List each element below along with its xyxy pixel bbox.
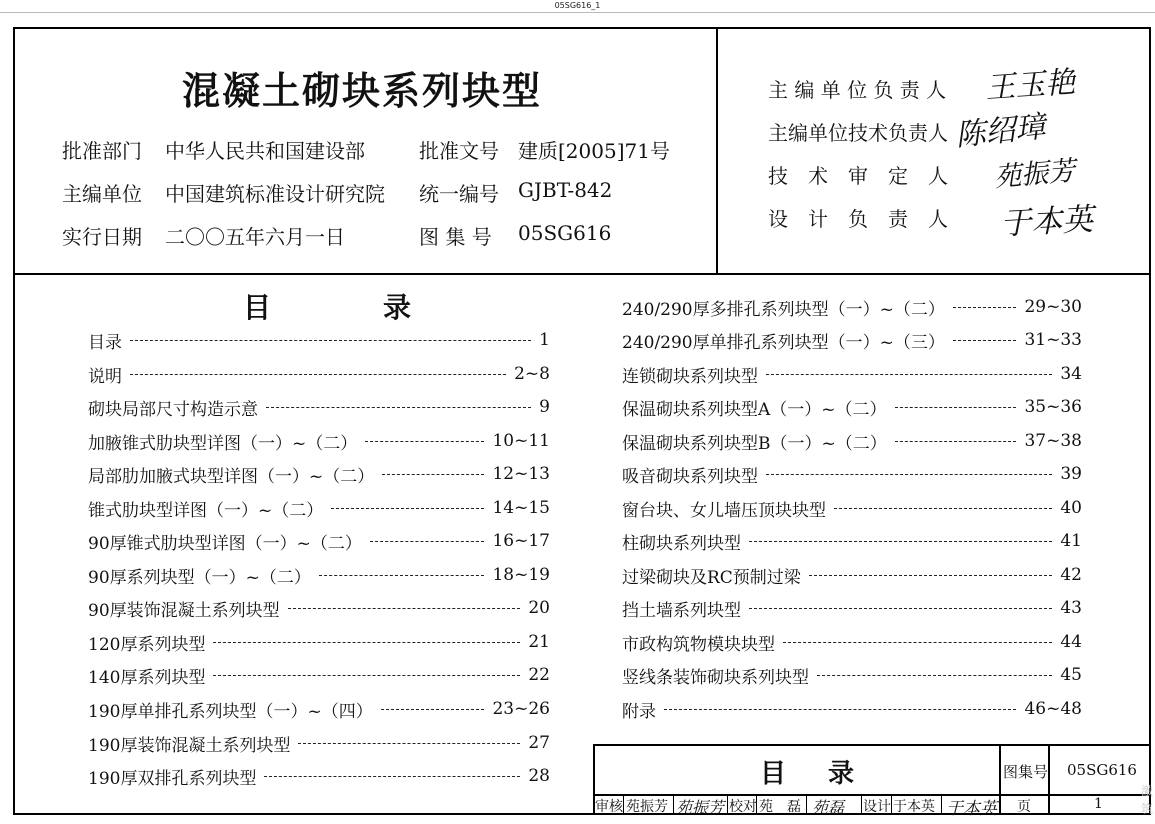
check-label: 校对	[729, 799, 757, 815]
toc-entry-label: 190厚装饰混凝土系列块型	[88, 735, 291, 756]
toc-entry-page: 2~8	[514, 364, 550, 384]
toc-entry-page: 35~36	[1024, 397, 1082, 417]
toc-entry[interactable]	[622, 295, 1082, 319]
title-block-rule	[673, 794, 674, 815]
toc-entry[interactable]	[88, 596, 550, 620]
toc-entry-label: 140厚系列块型	[88, 667, 206, 688]
meta-value: GJBT-842	[518, 178, 613, 202]
leader-dashes	[895, 441, 1017, 442]
toc-entry-label: 竖线条装饰砌块系列块型	[622, 667, 809, 688]
signature: 于本英	[999, 201, 1095, 243]
leader-dashes	[809, 575, 1053, 576]
toc-entry-label: 过梁砌块及RC预制过梁	[622, 567, 801, 588]
leader-dashes	[370, 541, 485, 542]
toc-entry-label: 挡土墙系列块型	[622, 600, 741, 621]
toc-entry-page: 37~38	[1024, 431, 1082, 451]
toc-entry-label: 190厚双排孔系列块型	[88, 768, 257, 789]
toc-entry-label: 窗台块、女儿墙压顶块块型	[622, 500, 826, 521]
title-block-rule	[1048, 744, 1050, 815]
leader-dashes	[213, 675, 520, 676]
toc-entry-page: 23~26	[492, 699, 550, 719]
toc-entry-page: 10~11	[492, 431, 550, 451]
responsible-role: 设 计 负 责 人	[768, 207, 948, 231]
toc-entry-page: 44	[1060, 632, 1082, 652]
toc-entry[interactable]	[622, 462, 1082, 486]
toc-entry-page: 21	[528, 632, 550, 652]
leader-dashes	[381, 709, 485, 710]
toc-entry[interactable]	[622, 596, 1082, 620]
toc-entry-label: 190厚单排孔系列块型（一）~（四）	[88, 701, 373, 722]
toc-entry-page: 28	[528, 766, 550, 786]
toc-entry-label: 市政构筑物模块块型	[622, 634, 775, 655]
atlas-number: 05SG616	[1067, 761, 1137, 779]
toc-entry-page: 34	[1060, 364, 1082, 384]
reviewer-signature: 苑振芳	[676, 798, 725, 817]
title-block-rule	[861, 794, 862, 815]
page-label: 页	[1017, 799, 1031, 815]
toc-entry-label: 柱砌块系列块型	[622, 533, 741, 554]
responsible-role: 技 术 审 定 人	[768, 164, 948, 188]
checker-name: 苑 磊	[759, 799, 801, 815]
meta-value: 05SG616	[518, 221, 612, 245]
toc-entry[interactable]	[622, 429, 1082, 453]
toc-entry-page: 27	[528, 733, 550, 753]
toc-entry-page: 16~17	[492, 531, 550, 551]
leader-dashes	[266, 407, 531, 408]
toc-entry[interactable]	[88, 563, 550, 587]
leader-dashes	[783, 642, 1052, 643]
watermark: 激	[1140, 784, 1153, 798]
designer-signature: 于本英	[946, 799, 997, 819]
title-block-rule	[891, 794, 892, 815]
header-column-divider	[716, 27, 718, 275]
leader-dashes	[749, 608, 1052, 609]
meta-key: 统一编号	[419, 182, 499, 206]
toc-entry-label: 局部肋加腋式块型详图（一）~（二）	[88, 466, 375, 487]
toc-entry-label: 说明	[88, 366, 122, 387]
toc-entry[interactable]	[622, 529, 1082, 553]
toc-entry-page: 41	[1060, 531, 1082, 551]
toc-entry-label: 连锁砌块系列块型	[622, 366, 758, 387]
toc-entry[interactable]	[622, 362, 1082, 386]
leader-dashes	[288, 608, 521, 609]
toc-entry-page: 22	[528, 665, 550, 685]
toc-entry-label: 240/290厚单排孔系列块型（一）~（三）	[622, 332, 945, 353]
toc-entry-page: 40	[1060, 498, 1082, 518]
toc-entry[interactable]	[88, 328, 550, 352]
checker-signature: 苑磊	[812, 798, 845, 817]
leader-dashes	[264, 776, 520, 777]
toc-entry-page: 12~13	[492, 464, 550, 484]
toc-entry[interactable]	[88, 362, 550, 386]
toc-entry-page: 46~48	[1024, 699, 1082, 719]
toc-entry[interactable]	[88, 462, 550, 486]
toc-entry[interactable]	[88, 731, 550, 755]
atlas-label: 图集号	[1003, 763, 1049, 781]
meta-key: 批准部门	[62, 139, 142, 163]
title-block-rule	[727, 794, 728, 815]
meta-value: 二〇〇五年六月一日	[165, 225, 345, 249]
toc-entry-label: 目录	[88, 332, 122, 353]
leader-dashes	[749, 541, 1052, 542]
toc-entry[interactable]	[88, 496, 550, 520]
toc-entry-label: 附录	[622, 701, 656, 722]
leader-dashes	[953, 340, 1017, 341]
title-block-rule	[999, 744, 1001, 815]
title-block-rule	[941, 794, 942, 815]
toc-title: 目 录	[243, 291, 412, 324]
meta-key: 批准文号	[419, 139, 499, 163]
page-number: 1	[1094, 796, 1103, 812]
toc-entry-label: 90厚系列块型（一）~（二）	[88, 567, 311, 588]
leader-dashes	[766, 474, 1052, 475]
toc-entry[interactable]	[622, 328, 1082, 352]
leader-dashes	[834, 508, 1052, 509]
title-block-title: 目录	[760, 759, 897, 789]
toc-entry-page: 42	[1060, 565, 1082, 585]
leader-dashes	[664, 709, 1016, 710]
toc-entry-page: 14~15	[492, 498, 550, 518]
leader-dashes	[382, 474, 484, 475]
meta-value: 建质[2005]71号	[518, 139, 670, 163]
title-divider	[0, 12, 1155, 13]
toc-entry[interactable]	[622, 563, 1082, 587]
designer-name: 于本英	[893, 799, 935, 815]
signature: 陈绍璋	[953, 109, 1047, 154]
signature: 王玉艳	[984, 64, 1077, 107]
toc-entry-label: 吸音砌块系列块型	[622, 466, 758, 487]
window-title: 05SG616_1	[554, 1, 601, 10]
toc-entry[interactable]	[622, 395, 1082, 419]
toc-entry-label: 保温砌块系列块型B（一）~（二）	[622, 433, 887, 454]
toc-entry-page: 43	[1060, 598, 1082, 618]
signature: 苑振芳	[993, 155, 1077, 194]
review-label: 审核	[595, 799, 623, 815]
toc-entry-label: 锥式肋块型详图（一）~（二）	[88, 500, 324, 521]
responsible-role: 主 编 单 位 负 责 人	[768, 78, 947, 102]
leader-dashes	[365, 441, 484, 442]
toc-entry-page: 45	[1060, 665, 1082, 685]
toc-entry[interactable]	[88, 764, 550, 788]
toc-entry-page: 20	[528, 598, 550, 618]
toc-entry-label: 90厚装饰混凝土系列块型	[88, 600, 280, 621]
toc-entry[interactable]	[88, 429, 550, 453]
leader-dashes	[331, 508, 484, 509]
toc-entry-page: 31~33	[1024, 330, 1082, 350]
leader-dashes	[130, 374, 506, 375]
leader-dashes	[766, 374, 1052, 375]
meta-key: 图 集 号	[419, 225, 492, 249]
leader-dashes	[319, 575, 485, 576]
toc-entry-page: 9	[539, 397, 550, 417]
toc-entry-page: 29~30	[1024, 297, 1082, 317]
toc-entry[interactable]	[88, 529, 550, 553]
meta-value: 中华人民共和国建设部	[165, 139, 365, 163]
reviewer-name: 苑振芳	[626, 799, 668, 815]
toc-entry-page: 1	[539, 330, 550, 350]
title-block-rule	[623, 794, 624, 815]
toc-entry-label: 保温砌块系列块型A（一）~（二）	[622, 399, 887, 420]
watermark: 筑	[1140, 802, 1153, 816]
design-label: 设计	[863, 799, 891, 815]
toc-entry[interactable]	[622, 663, 1082, 687]
toc-entry[interactable]	[622, 697, 1082, 721]
toc-entry-label: 砌块局部尺寸构造示意	[88, 399, 258, 420]
toc-entry[interactable]	[88, 663, 550, 687]
toc-entry-label: 120厚系列块型	[88, 634, 206, 655]
toc-entry-label: 90厚锥式肋块型详图（一）~（二）	[88, 533, 362, 554]
title-block-rule	[806, 794, 807, 815]
toc-entry[interactable]	[88, 697, 550, 721]
toc-entry-label: 加腋锥式肋块型详图（一）~（二）	[88, 433, 358, 454]
leader-dashes	[953, 307, 1017, 308]
toc-entry[interactable]	[88, 630, 550, 654]
meta-key: 实行日期	[62, 225, 142, 249]
toc-entry-label: 240/290厚多排孔系列块型（一）~（二）	[622, 299, 945, 320]
responsible-role: 主编单位技术负责人	[768, 121, 948, 145]
meta-value: 中国建筑标准设计研究院	[165, 182, 385, 206]
header-divider	[13, 273, 1151, 275]
leader-dashes	[895, 407, 1017, 408]
toc-entry-page: 39	[1060, 464, 1082, 484]
toc-entry[interactable]	[622, 630, 1082, 654]
meta-key: 主编单位	[62, 182, 142, 206]
leader-dashes	[817, 675, 1052, 676]
toc-entry[interactable]	[622, 496, 1082, 520]
leader-dashes	[213, 642, 520, 643]
toc-entry-page: 18~19	[492, 565, 550, 585]
atlas-title: 混凝土砌块系列块型	[182, 68, 543, 113]
leader-dashes	[298, 743, 520, 744]
window-title-bar	[0, 0, 1155, 14]
toc-entry[interactable]	[88, 395, 550, 419]
leader-dashes	[130, 340, 531, 341]
